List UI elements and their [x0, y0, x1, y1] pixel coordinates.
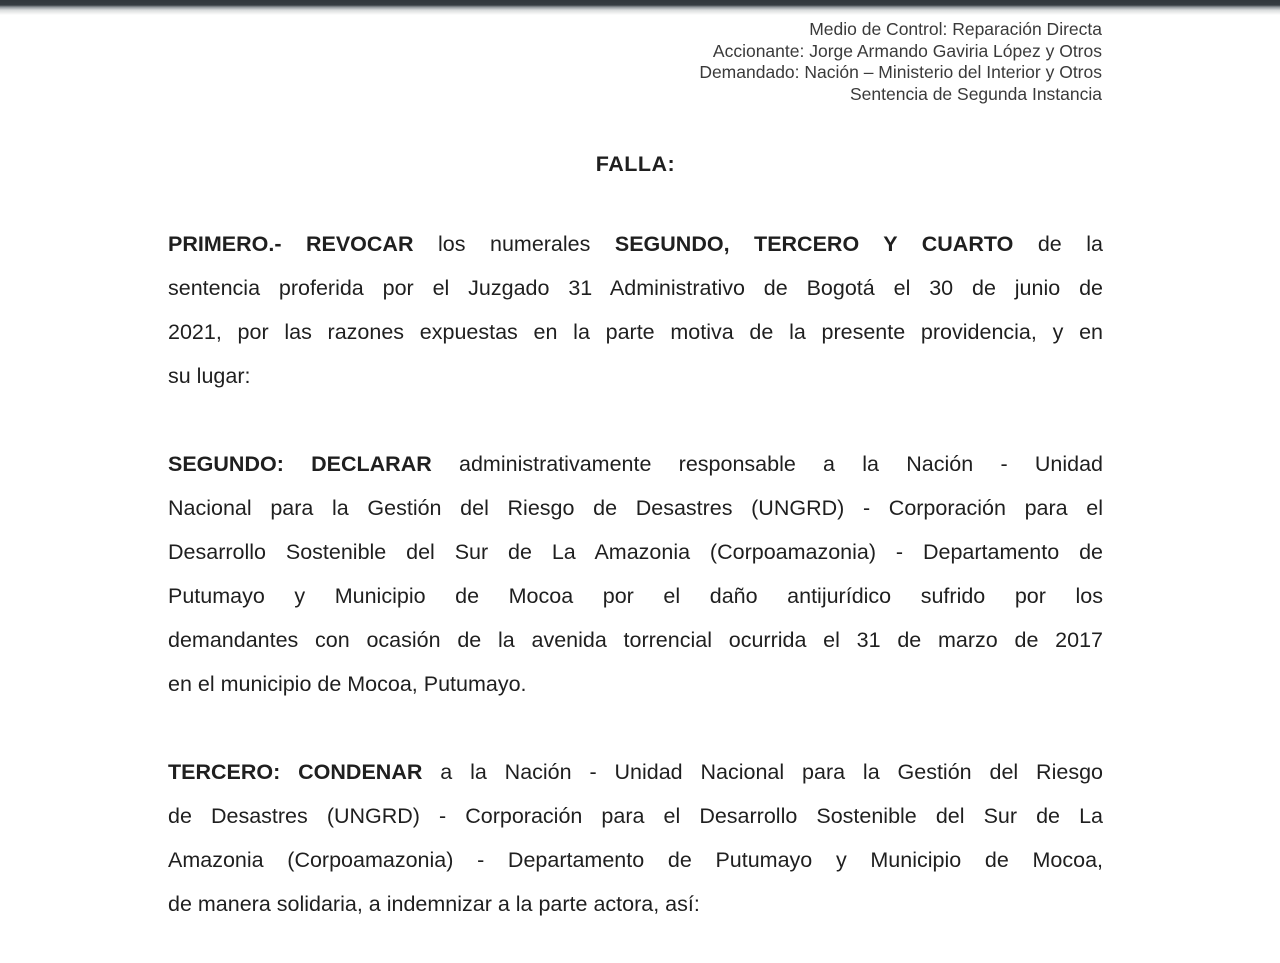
bold-text-segment: SEGUNDO, TERCERO Y CUARTO — [614, 232, 1014, 256]
text-line — [168, 486, 1103, 530]
text-line — [168, 662, 1103, 706]
text-segment: los numerales — [413, 232, 615, 256]
text-line — [168, 882, 1103, 926]
top-edge-bar — [0, 0, 1280, 16]
header-line: Demandado: Nación – Ministerio del Interior y Otros — [699, 62, 1102, 83]
text-line — [168, 750, 1103, 794]
text-segment: en el municipio de Mocoa, Putumayo. — [168, 672, 527, 696]
text-segment: Desarrollo Sostenible del Sur de La Amazonia (Corpoamazonia) - Departamento de — [168, 540, 1103, 564]
paragraph — [168, 222, 1103, 398]
header-line: Accionante: Jorge Armando Gaviria López y Otros — [712, 40, 1102, 61]
paragraph — [168, 442, 1103, 706]
bold-text-segment: SEGUNDO: DECLARAR — [168, 452, 432, 476]
text-segment: sentencia proferida por el Juzgado 31 Administrativo de Bogotá el 30 de junio de — [168, 276, 1103, 300]
text-line — [168, 310, 1103, 354]
bold-text-segment: TERCERO: CONDENAR — [168, 760, 423, 784]
text-line — [168, 794, 1103, 838]
text-segment: de manera solidaria, a indemnizar a la parte actora, así: — [168, 892, 700, 916]
text-line — [168, 838, 1103, 882]
text-segment: demandantes con ocasión de la avenida torrencial ocurrida el 31 de marzo de 2017 — [168, 628, 1103, 652]
text-line — [168, 266, 1103, 310]
paragraph — [168, 750, 1103, 926]
header-line: Medio de Control: Reparación Directa — [809, 19, 1102, 40]
text-line — [168, 618, 1103, 662]
text-line — [168, 222, 1103, 266]
text-segment: de la — [1013, 232, 1103, 256]
text-segment: a la Nación - Unidad Nacional para la Gestión del Riesgo — [422, 760, 1103, 784]
ruling-heading: FALLA: — [595, 152, 676, 176]
text-segment: 2021, por las razones expuestas en la parte motiva de la presente providencia, y en — [168, 320, 1103, 344]
text-line — [168, 442, 1103, 486]
text-segment: Putumayo y Municipio de Mocoa por el daño antijurídico sufrido por los — [168, 584, 1103, 608]
text-segment: su lugar: — [168, 364, 251, 388]
text-line — [168, 574, 1103, 618]
ruling-paragraphs — [168, 222, 1103, 926]
text-line — [168, 354, 1103, 398]
document-body — [168, 142, 1103, 926]
bold-text-segment: PRIMERO.- REVOCAR — [168, 232, 414, 256]
header-line: Sentencia de Segunda Instancia — [850, 83, 1102, 104]
text-line — [168, 530, 1103, 574]
text-segment: Amazonia (Corpoamazonia) - Departamento de Putumayo y Municipio de Mocoa, — [168, 848, 1103, 872]
text-segment: Nacional para la Gestión del Riesgo de Desastres (UNGRD) - Corporación para el — [168, 496, 1103, 520]
text-segment: de Desastres (UNGRD) - Corporación para el Desarrollo Sostenible del Sur de La — [168, 804, 1103, 828]
text-segment: administrativamente responsable a la Nación - Unidad — [431, 452, 1103, 476]
